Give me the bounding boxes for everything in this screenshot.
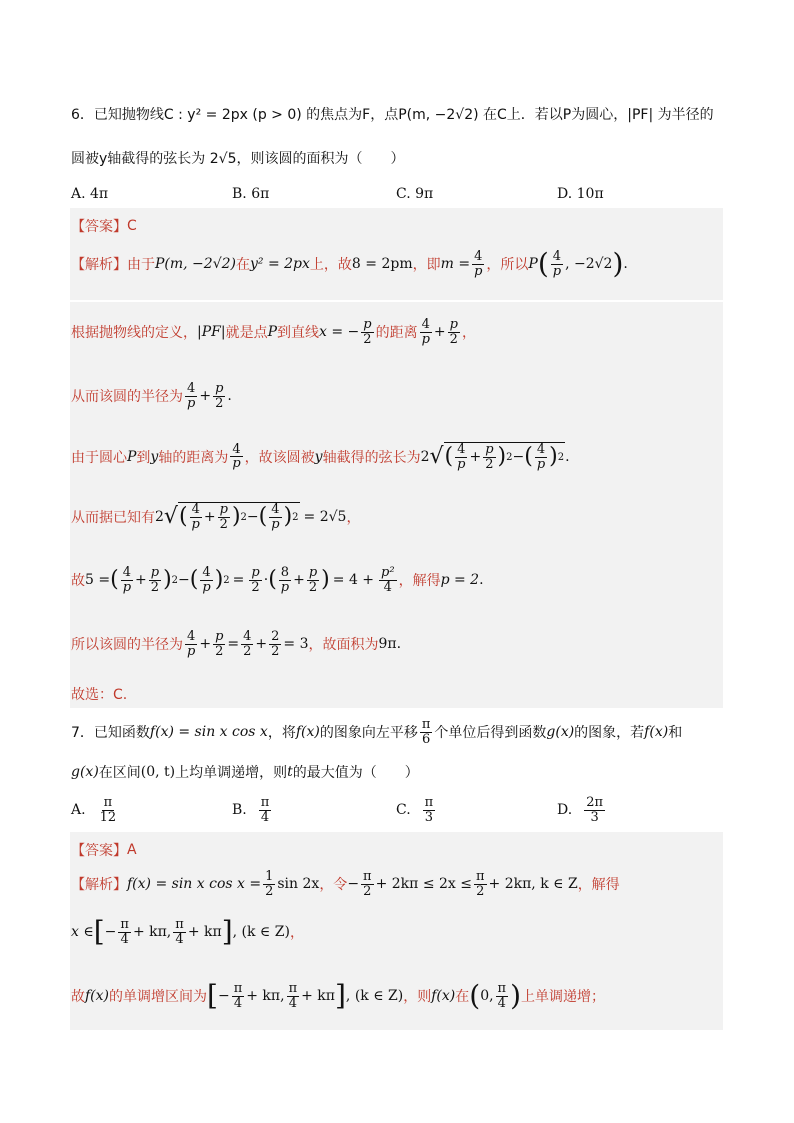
coef-two: 2 (420, 448, 430, 465)
plus: + (203, 509, 216, 526)
a6-line-5 (71, 502, 360, 531)
paren: ) (231, 504, 241, 530)
q7-l1-text-e: 的图象向左平移 (319, 725, 418, 742)
sup: 2 (557, 451, 565, 463)
plus: + (433, 324, 446, 341)
a6-l5-text-c: ， (346, 509, 361, 526)
frac-num: 4 (187, 381, 196, 396)
a6-l2-math-p: P (267, 324, 277, 341)
frac-num: p (150, 565, 160, 580)
frac-num: p (449, 317, 458, 332)
q7-option-a-label: A. (71, 802, 86, 819)
q6-option-a: A. 4π (71, 186, 109, 202)
frac (279, 566, 291, 594)
frac-num: 4 (122, 565, 131, 580)
a6-l2-math-pf: |PF| (197, 324, 226, 341)
frac-den: 2 (363, 883, 372, 899)
q7-option-b (232, 796, 273, 824)
a6-l1-math-m: m = (440, 256, 471, 273)
a7-answer-line (71, 840, 137, 860)
q7-l2-text-d: 上均单调递增，则 (175, 765, 288, 781)
a7-l3-math-fx: f(x) (85, 988, 110, 1005)
a6-analysis-tag: 【解析】 (71, 257, 127, 274)
q7-line-2 (71, 762, 419, 782)
a6-l1-math-p: P(m, −2√2) (155, 256, 236, 273)
a6-l4-math-y: y (150, 448, 159, 465)
q7-option-a (71, 796, 120, 824)
frac-den: 4 (383, 579, 392, 595)
plus: + (293, 572, 305, 589)
frac-den: 2 (215, 395, 224, 411)
q6-line-2 (71, 148, 404, 168)
q7-l2-math-gx: g(x) (71, 764, 99, 780)
a6-line-7 (71, 630, 401, 658)
q7-l1-text-j: 和 (668, 725, 683, 742)
minus: − (178, 572, 190, 589)
plus: + (199, 636, 212, 653)
paren: ( (189, 567, 199, 593)
paren: ) (163, 567, 172, 593)
a6-l2-frac3 (448, 318, 460, 346)
frac-den: 2 (265, 883, 274, 899)
plus: + (255, 636, 268, 653)
frac-num: π (175, 917, 184, 932)
frac (149, 566, 161, 594)
q7-l2-math-t: t (287, 764, 293, 780)
a6-line-4 (71, 442, 570, 471)
frac-num: π (120, 917, 129, 932)
zero-comma: 0, (480, 988, 494, 1005)
paren: ) (549, 444, 558, 470)
period: . (623, 256, 628, 273)
a6-l5-text-a: 从而据已知有 (71, 509, 155, 526)
frac-den: 2 (271, 643, 280, 659)
frac-den: 2 (363, 331, 372, 347)
a7-answer-tag: 【答案】 (71, 843, 127, 859)
period: . (227, 388, 232, 405)
frac-num: 4 (457, 442, 466, 457)
a7-l1-math-e: + 2kπ, k ∈ Z (488, 876, 578, 893)
minus: − (217, 988, 230, 1005)
plus: + (199, 388, 212, 405)
bracket: [ (93, 915, 105, 949)
frac-den: p (474, 263, 483, 279)
a6-l2-frac2 (420, 318, 432, 346)
a6-l1-math-parabola: y² = 2px (250, 256, 310, 273)
q7-l2-text-b: 在区间 (98, 765, 141, 781)
q7-l1-math-gx: g(x) (546, 724, 575, 741)
frac (218, 503, 230, 531)
sup: 2 (223, 574, 230, 586)
q7-option-c (396, 796, 437, 824)
frac-den: p (191, 516, 200, 532)
paren: ( (444, 444, 454, 470)
frac-num: p (215, 629, 224, 644)
frac-num: 4 (271, 502, 280, 517)
minus: − (512, 449, 525, 466)
frac-num: π (475, 869, 485, 884)
frac-num: 4 (232, 441, 241, 457)
q7-l1-math-f: f(x) = sin x cos x (149, 724, 268, 741)
frac-den: 2 (150, 579, 160, 595)
frac-den: p (232, 456, 241, 472)
plus: + (469, 449, 482, 466)
frac-num: π (363, 869, 372, 884)
frac (173, 918, 186, 946)
a6-l1-text-i: ，所以 (486, 257, 529, 274)
frac (269, 630, 281, 658)
frac (379, 566, 397, 594)
frac-den: 2 (308, 579, 318, 595)
frac-den: 2 (476, 883, 485, 899)
frac-den: p (187, 643, 196, 659)
a6-l4-text-h: 轴截得的弦长为 (322, 449, 421, 466)
a6-l6-math-p: p = 2 (440, 572, 480, 589)
minus: − (347, 876, 360, 893)
a7-line-1 (71, 870, 620, 898)
paren: ( (178, 504, 188, 530)
paren: ( (524, 444, 533, 470)
frac-num: 2π (586, 795, 604, 810)
a6-l1-text-a: 由于 (127, 257, 155, 274)
five-eq: 5 = (85, 572, 111, 589)
frac-num: p (363, 317, 372, 332)
frac-num: 4 (191, 502, 200, 517)
a7-l1-text-f: ，解得 (577, 877, 620, 894)
eq: = (232, 572, 245, 589)
frac-den: p (421, 331, 430, 347)
a6-line-1 (71, 247, 628, 281)
q7-option-d-frac (584, 796, 605, 824)
frac-den: 4 (120, 931, 129, 947)
frac-den: 2 (251, 579, 260, 595)
frac-num: 4 (552, 249, 562, 264)
frac-num: π (424, 795, 434, 810)
q7-option-b-frac (259, 796, 272, 824)
q7-l1-math-fx2: f(x) (644, 724, 669, 741)
a6-l4-text-a: 由于圆心 (71, 449, 127, 466)
a6-l4-math-p: P (127, 448, 137, 465)
comma: ， (461, 325, 476, 342)
frac-num: p (251, 565, 260, 580)
a6-l7-text-b: ，故面积为 (308, 637, 379, 654)
q7-l1-text-h: 的图象，若 (574, 725, 645, 742)
frac-den: 2 (215, 643, 224, 659)
frac-num: 4 (474, 249, 483, 264)
minus: − (104, 924, 117, 941)
q7-option-c-label: C. (396, 802, 411, 819)
coef-two: 2 (155, 508, 164, 525)
a7-l2-math-a: x ∈ (71, 924, 94, 941)
a7-l3-text-h: 上单调递增； (521, 989, 606, 1006)
q7-l1-math-fx: f(x) (295, 724, 320, 741)
frac-den: 4 (260, 809, 270, 825)
a7-l1-math-b: sin 2x (277, 876, 320, 893)
bracket: [ (207, 979, 218, 1013)
q6-option-d: D. 10π (557, 186, 604, 202)
q7-l2-math-interval: (0, t) (140, 764, 176, 780)
a6-l2-text-c: 就是点 (225, 325, 268, 342)
frac-den: 12 (99, 809, 117, 825)
period: . (565, 448, 570, 465)
paren: ) (283, 504, 293, 530)
frac-num: 4 (202, 565, 211, 580)
q6-option-b: B. 6π (232, 186, 270, 202)
frac (535, 443, 547, 471)
frac-num: π (497, 981, 507, 996)
frac-den: 3 (424, 809, 434, 825)
a6-l1-text-g: ，即 (412, 257, 441, 274)
frac-num: π (103, 795, 113, 810)
a7-answer: A (127, 842, 137, 858)
a6-l2-text-e: 到直线 (277, 325, 319, 342)
frac-num: p (219, 502, 228, 517)
paren: ) (497, 444, 507, 470)
frac-den: 2 (449, 331, 458, 347)
frac (118, 918, 131, 946)
frac-num: π (288, 981, 298, 996)
a6-l1-sqrt: , −2√2 (565, 256, 613, 273)
a6-l4-math-y2: y (314, 448, 323, 465)
frac (496, 982, 509, 1010)
plus-kpi: + kπ (301, 988, 335, 1005)
frac (361, 870, 374, 898)
paren: ( (537, 247, 549, 281)
frac-num: π (260, 795, 270, 810)
plus-kpi: + kπ (187, 924, 222, 941)
frac (241, 630, 253, 658)
frac-num: p (215, 381, 224, 396)
q7-l1-frac (420, 718, 433, 746)
q7-l1-text-f: 个单位后得到函数 (434, 725, 547, 742)
paren: ) (214, 567, 224, 593)
a6-answer: C (127, 218, 137, 234)
a6-l5-sqrt-body (178, 502, 300, 531)
eq: = (227, 636, 240, 653)
minus: − (246, 509, 259, 526)
frac (269, 503, 281, 531)
a6-l2-frac1 (361, 318, 373, 346)
frac-den: 6 (421, 731, 431, 747)
a6-l1-frac2 (551, 250, 563, 278)
a6-l1-math-P: P (528, 256, 538, 273)
a7-l3-text-e: ，则 (403, 989, 432, 1006)
sup: 2 (292, 511, 299, 523)
bracket: ] (334, 979, 346, 1013)
frac-den: p (457, 456, 466, 472)
a7-l2-math-b: , (k ∈ Z) (232, 924, 290, 941)
plus-kpi: + kπ, (132, 924, 172, 941)
q7-option-d-label: D. (557, 802, 573, 819)
frac (121, 566, 133, 594)
frac-den: p (122, 579, 132, 595)
frac (287, 982, 300, 1010)
frac-den: p (187, 395, 196, 411)
dot: · (263, 572, 269, 589)
frac (474, 870, 487, 898)
frac-num: p (308, 565, 318, 580)
sup: 2 (171, 574, 179, 586)
q6-text-2: 圆被y轴截得的弦长为 2√5，则该圆的面积为（ ） (71, 151, 405, 167)
period: . (396, 636, 402, 653)
a7-line-2 (71, 915, 304, 949)
q7-l1-text-c: ，将 (267, 725, 296, 742)
a6-l1-text-e: 上，故 (309, 257, 352, 274)
paren: ) (612, 247, 624, 281)
a6-l4-text-c: 到 (136, 449, 151, 466)
a6-l4-text-f: ，故该圆被 (244, 449, 315, 466)
frac (185, 630, 197, 658)
q7-l2-text-f: 的最大值为（ ） (292, 765, 419, 781)
paren: ( (268, 567, 277, 593)
frac (263, 870, 275, 898)
frac-den: 2 (219, 516, 228, 532)
a6-l8-text: 故选：C. (71, 687, 128, 703)
a6-l6-text-b: ，解得 (398, 573, 441, 590)
plus-kpi: + kπ, (246, 988, 285, 1005)
paren: ) (321, 567, 330, 593)
a7-l3-text-a: 故 (71, 989, 85, 1006)
period: . (479, 572, 484, 589)
frac-den: p (202, 579, 211, 595)
paren: ) (510, 979, 522, 1013)
frac-den: 4 (175, 931, 184, 947)
frac (455, 443, 467, 471)
q7-option-d (557, 796, 607, 824)
sup: 2 (240, 511, 247, 523)
frac-den: p (280, 579, 290, 595)
frac-num: 4 (421, 317, 430, 332)
a6-l6-text-a: 故 (71, 573, 85, 590)
q7-option-a-frac (98, 796, 119, 824)
q6-text-1: 6．已知抛物线C : y² = 2px (p > 0) 的焦点为F，点P(m, −2√2) 在C上．若以P为圆心，|PF| 为半径的 (71, 107, 714, 123)
a6-l7-math-area: 9π (378, 636, 397, 653)
a6-l3-frac2 (213, 382, 225, 410)
a6-line-3 (71, 382, 232, 410)
frac-num: p (485, 442, 494, 457)
paren: ( (258, 504, 268, 530)
a6-line-6 (71, 566, 484, 594)
a7-l3-math-d: , (k ∈ Z) (345, 988, 404, 1005)
a6-l1-frac (472, 250, 484, 278)
frac (200, 566, 212, 594)
a6-l3-frac1 (185, 382, 197, 410)
frac-den: 4 (288, 995, 297, 1011)
frac-den: p (271, 516, 280, 532)
a7-l1-text-c: ，令 (319, 877, 348, 894)
frac (249, 566, 261, 594)
a6-line-8 (71, 684, 127, 704)
a6-l5-math-result: = 2√5 (303, 508, 347, 525)
frac (307, 566, 319, 594)
a7-analysis-tag: 【解析】 (71, 877, 127, 894)
q7-option-c-frac (423, 796, 436, 824)
sup: 2 (506, 451, 513, 463)
sqrt-sign: √ (429, 443, 444, 469)
a7-l3-text-g: 在 (455, 989, 470, 1006)
a6-l1-text-c: 在 (236, 257, 250, 274)
frac-num: 2 (271, 629, 280, 644)
frac-num: 1 (265, 869, 274, 884)
frac-den: 2 (243, 643, 252, 659)
a6-l7-text-a: 所以该圆的半径为 (71, 637, 183, 654)
a6-l4-frac1 (230, 443, 242, 471)
paren: ( (110, 567, 119, 593)
paren: ( (469, 979, 481, 1013)
a6-l4-text-e: 轴的距离为 (158, 449, 229, 466)
frac (213, 630, 225, 658)
sqrt-sign: √ (163, 503, 178, 529)
q6-line-1 (71, 104, 714, 124)
frac-num: π (233, 981, 243, 996)
frac-num: 4 (187, 629, 196, 644)
a7-line-3 (71, 979, 606, 1013)
frac (190, 503, 202, 531)
frac-den: 2 (485, 456, 494, 472)
frac-den: p (552, 263, 562, 279)
q7-l1-text-a: 7．已知函数 (71, 725, 150, 742)
a6-answer-line (71, 216, 137, 236)
a7-l1-math-a: f(x) = sin x cos x = (127, 876, 262, 893)
a7-l1-math-d: + 2kπ ≤ 2x ≤ (375, 876, 472, 893)
eq-three: = 3 (283, 636, 309, 653)
a6-line-2 (71, 318, 476, 346)
a6-answer-tag: 【答案】 (71, 219, 127, 235)
frac-num: p² (381, 565, 395, 580)
frac-num: π (421, 717, 431, 732)
a6-l4-sqrt-body (444, 442, 566, 471)
frac-num: 4 (536, 442, 546, 457)
a6-l2-math-x: x = − (319, 324, 360, 341)
a7-l3-text-c: 的单调增区间为 (109, 989, 208, 1006)
q6-option-c: C. 9π (396, 186, 434, 202)
frac-den: 4 (497, 995, 506, 1011)
bracket: ] (221, 915, 233, 949)
a7-l3-math-fx2: f(x) (431, 988, 456, 1005)
a6-l2-text-g: 的距离 (375, 325, 418, 342)
frac-num: 8 (280, 565, 290, 580)
frac-den: 3 (590, 809, 599, 825)
plus: + (135, 572, 147, 589)
a7-l2-text-c: ， (289, 925, 304, 942)
frac-num: 4 (243, 629, 252, 644)
eq-four-plus: = 4 + (332, 572, 375, 589)
frac-den: 4 (233, 995, 243, 1011)
frac (232, 982, 245, 1010)
q7-line-1 (71, 718, 682, 746)
frac-den: p (536, 456, 546, 472)
a6-l3-text-a: 从而该圆的半径为 (71, 389, 183, 406)
frac (483, 443, 495, 471)
a6-l2-text-a: 根据抛物线的定义， (71, 325, 197, 342)
a6-l1-math-eq: 8 = 2pm (351, 256, 413, 273)
q7-option-b-label: B. (232, 802, 247, 819)
